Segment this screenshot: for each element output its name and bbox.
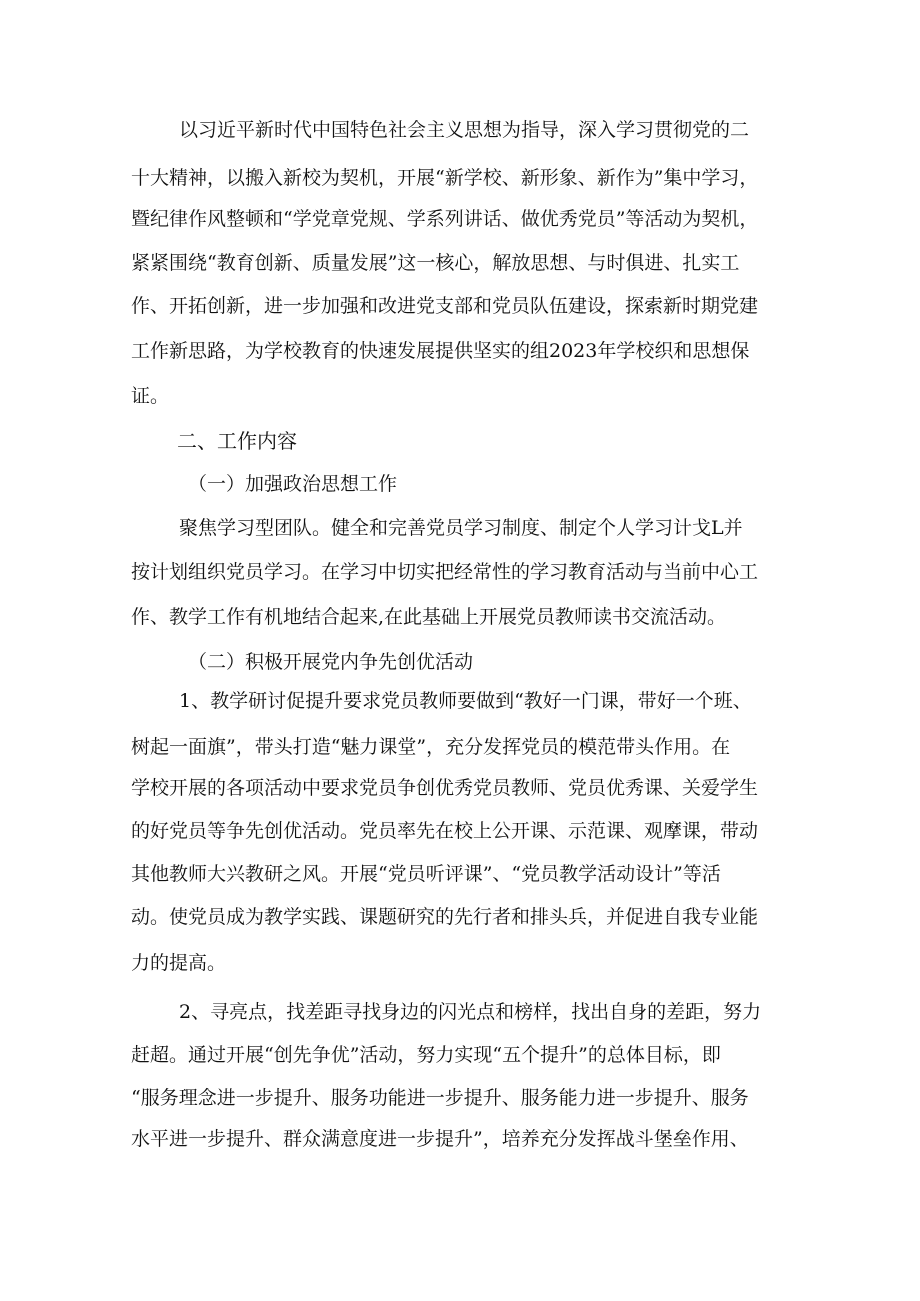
subsection-2-title: （二）积极开展党内争先创优活动	[188, 651, 474, 673]
paragraph-1-line-7: 证。	[131, 385, 170, 407]
paragraph-1-line-6: 工作新思路，为学校教育的快速发展提供坚实的组2023年学校织和思想保	[131, 340, 750, 362]
item-1-line-1: 1、教学研讨促提升要求党员教师要做到“教好一门课，带好一个班、	[179, 690, 752, 712]
paragraph-1-line-2: 十大精神，以搬入新校为契机，开展“新学校、新形象、新作为”集中学习，	[131, 167, 759, 189]
paragraph-1-line-4: 紧紧围绕“教育创新、质量发展”这一核心，解放思想、与时俱进、扎实工	[131, 252, 740, 274]
subsection-1-line-3: 作、教学工作有机地结合起来,在此基础上开展党员教师读书交流活动。	[131, 606, 727, 628]
subsection-1-line-1: 聚焦学习型团队。健全和完善党员学习制度、制定个人学习计戈L并	[179, 517, 743, 539]
paragraph-1-line-1: 以习近平新时代中国特色社会主义思想为指导，深入学习贯彻党的二	[179, 119, 750, 141]
paragraph-1-line-5: 作、开拓创新，进一步加强和改进党支部和党员队伍建设，探索新时期党建	[131, 295, 759, 317]
section-heading: 二、工作内容	[177, 429, 297, 453]
item-1-line-6: 动。使党员成为教学实践、课题研究的先行者和排头兵，并促进自我专业能	[131, 906, 759, 928]
subsection-1-line-2: 按计划组织党员学习。在学习中切实把经常性的学习教育活动与当前中心工	[131, 561, 759, 583]
item-2-line-1: 2、寻亮点，找差距寻找身边的闪光点和榜样，找出自身的差距，努力	[179, 1001, 762, 1023]
subsection-1-title: （一）加强政治思想工作	[188, 473, 398, 495]
item-1-line-4: 的好党员等争先创优活动。党员率先在校上公开课、示范课、观摩课，带动	[131, 820, 759, 842]
item-2-line-3: “服务理念进一步提升、服务功能进一步提升、服务能力进一步提升、服务	[131, 1087, 749, 1109]
item-2-line-4: 水平进一步提升、群众满意度进一步提升”，培养充分发挥战斗堡垒作用、	[131, 1128, 749, 1150]
item-1-line-2: 树起一面旗”，带头打造“魅力课堂”，充分发挥党员的模范带头作用。在	[131, 736, 731, 758]
item-1-line-7: 力的提高。	[131, 952, 227, 974]
paragraph-1-line-3: 暨纪律作风整顿和“学党章党规、学系列讲话、做优秀党员”等活动为契机，	[131, 208, 759, 230]
item-1-line-3: 学校开展的各项活动中要求党员争创优秀党员教师、党员优秀课、关爱学生	[131, 777, 759, 799]
item-1-line-5: 其他教师大兴教研之风。开展“党员听评课”、“党员教学活动设计”等活	[131, 863, 721, 885]
item-2-line-2: 赶超。通过开展“创先争优”活动，努力实现“五个提升”的总体目标，即	[131, 1044, 721, 1066]
